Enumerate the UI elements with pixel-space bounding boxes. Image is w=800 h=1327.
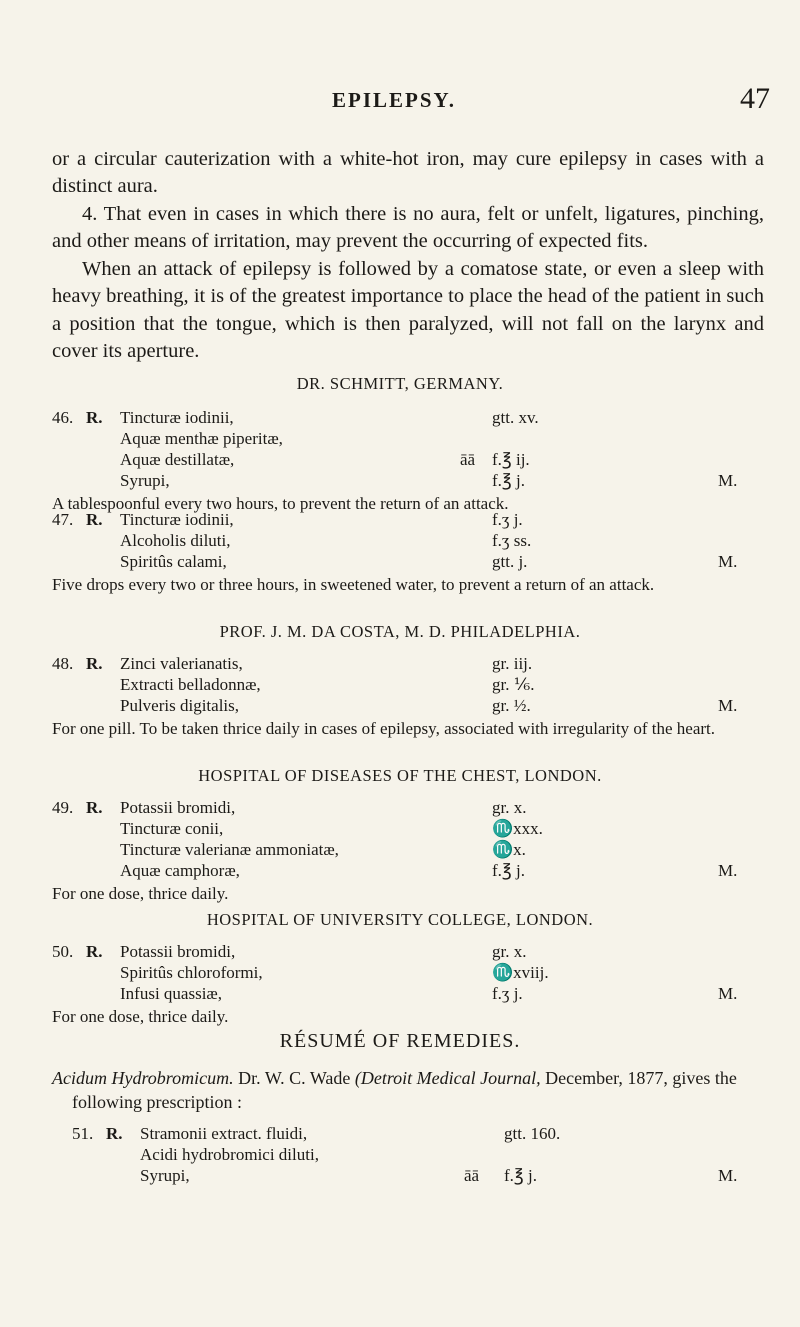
rx-line [52,675,772,696]
rx-misce: M. [718,861,738,880]
author: Dr. W. C. Wade [238,1068,351,1088]
rx-line [52,471,772,492]
rx-directions: A tablespoonful every two hours, to prevent the return of an attack. [52,494,509,513]
rx-symbol: R. [106,1124,123,1143]
rx-quantity: gtt. xv. [492,408,539,427]
rx-line [72,1145,772,1166]
resume-intro [52,1066,790,1114]
rx-ingredient: Spiritûs calami, [120,552,227,571]
rx-ingredient: Tincturæ conii, [120,819,224,838]
rx-ingredient: Aquæ destillatæ, [120,450,235,469]
rx-line [52,450,772,471]
rx-number: 49. [52,798,74,817]
rx-quantity: f.℥ j. [492,861,525,880]
rx-line [52,963,772,984]
rx-quantity: gr. iij. [492,654,533,673]
rx-number: 50. [52,942,74,961]
rx-directions: Five drops every two or three hours, in sweetened water, to prevent a return of an attack. [52,575,655,594]
prescription-49 [52,798,772,904]
rx-line [52,408,772,429]
rx-quantity: f.℥ j. [492,471,525,490]
rx-directions: For one pill. To be taken thrice daily in cases of epilepsy, associated with irregularity of the heart. [52,719,716,738]
section-heading: DR. SCHMITT, GERMANY. [296,374,504,393]
rx-line [52,942,772,963]
rx-line [52,819,772,840]
rx-ingredient: Aquæ camphoræ, [120,861,240,880]
rx-misce: M. [718,696,738,715]
rx-quantity: gtt. 160. [504,1124,561,1143]
prescription-50 [52,942,772,1027]
rx-ingredient: Aquæ menthæ piperitæ, [120,429,283,448]
rx-number: 51. [72,1124,94,1143]
rx-line [52,552,772,573]
rx-quantity: f.℥ ij. [492,450,530,469]
rx-line [72,1124,772,1145]
section-heading: PROF. J. M. DA COSTA, M. D. PHILADELPHIA. [219,622,581,641]
rx-ingredient: Infusi quassiæ, [120,984,222,1003]
rx-number: 46. [52,408,74,427]
rx-quantity: f.ʒ j. [492,510,523,529]
journal-name: (Detroit Medical Journal, [354,1068,541,1088]
rx-line [52,696,772,717]
rx-quantity: gr. ⅙. [492,675,535,694]
rx-quantity: ♏xviij. [492,963,549,982]
prescription-51 [72,1124,772,1187]
page-header [0,82,800,128]
rx-ingredient: Tincturæ valerianæ ammoniatæ, [120,840,339,859]
rx-ingredient: Stramonii extract. fluidi, [140,1124,308,1143]
rx-quantity: f.ʒ ss. [492,531,532,550]
rx-line [72,1166,772,1187]
rx-quantity: gr. x. [492,942,527,961]
rx-quantity: gtt. j. [492,552,528,571]
prescription-47 [52,510,772,595]
rx-ingredient: Potassii bromidi, [120,798,236,817]
rx-misce: M. [718,1166,738,1185]
rx-ingredient: Zinci valerianatis, [120,654,243,673]
rx-quantity: f.℥ j. [504,1166,537,1185]
paragraph: When an attack of epilepsy is followed by a comatose state, or even a sleep with heavy breathing, it is of the greatest importance to place the head of the patient in such a position that the tongue, which is then paralyzed, will not fall on the larynx and cover its aperture. [52,258,764,362]
rx-quantity: f.ʒ j. [492,984,523,1003]
rx-misce: M. [718,471,738,490]
rx-line [52,984,772,1005]
rx-number: 48. [52,654,74,673]
rx-ingredient: Acidi hydrobromici diluti, [140,1145,319,1164]
intro-rest: December, 1877, gives the following prescription : [72,1068,737,1112]
rx-misce: M. [718,552,738,571]
rx-ingredient: Syrupi, [120,471,170,490]
rx-directions: For one dose, thrice daily. [52,1007,229,1026]
rx-ingredient: Tincturæ iodinii, [120,408,234,427]
rx-ingredient: Tincturæ iodinii, [120,510,234,529]
rx-ingredient: Pulveris digitalis, [120,696,239,715]
prescription-46 [52,408,772,514]
rx-quantity: gr. ½. [492,696,531,715]
rx-line [52,840,772,861]
rx-ingredient: Extracti belladonnæ, [120,675,261,694]
rx-misce: M. [718,984,738,1003]
section-heading: HOSPITAL OF DISEASES OF THE CHEST, LONDON. [198,766,602,785]
paragraph: or a circular cauterization with a white-hot iron, may cure epilepsy in cases with a distinct aura. [52,148,764,198]
rx-ingredient: Syrupi, [140,1166,190,1185]
rx-symbol: R. [86,510,103,529]
rx-ana: āā [464,1166,480,1185]
prescription-48 [52,654,772,739]
rx-number: 47. [52,510,74,529]
rx-ingredient: Alcoholis diluti, [120,531,231,550]
rx-ingredient: Potassii bromidi, [120,942,236,961]
page-number: 47 [740,82,770,115]
rx-quantity: ♏xxx. [492,819,543,838]
rx-line [52,798,772,819]
rx-directions: For one dose, thrice daily. [52,884,229,903]
paragraph: 4. That even in cases in which there is no aura, felt or unfelt, ligatures, pinching, and other means of irritation, may prevent the occurring of expected fits. [52,203,764,253]
rx-line [52,510,772,531]
rx-symbol: R. [86,408,103,427]
rx-line [52,531,772,552]
resume-title: RÉSUMÉ OF REMEDIES. [279,1030,521,1052]
running-title: EPILEPSY. [332,88,457,112]
rx-ana: āā [460,450,476,469]
rx-ingredient: Spiritûs chloroformi, [120,963,263,982]
rx-symbol: R. [86,798,103,817]
rx-line [52,654,772,675]
rx-line [52,429,772,450]
rx-symbol: R. [86,942,103,961]
remedy-name: Acidum Hydrobromicum. [52,1068,234,1088]
rx-quantity: ♏x. [492,840,526,859]
rx-line [52,861,772,882]
rx-symbol: R. [86,654,103,673]
section-heading: HOSPITAL OF UNIVERSITY COLLEGE, LONDON. [206,910,594,929]
rx-quantity: gr. x. [492,798,527,817]
